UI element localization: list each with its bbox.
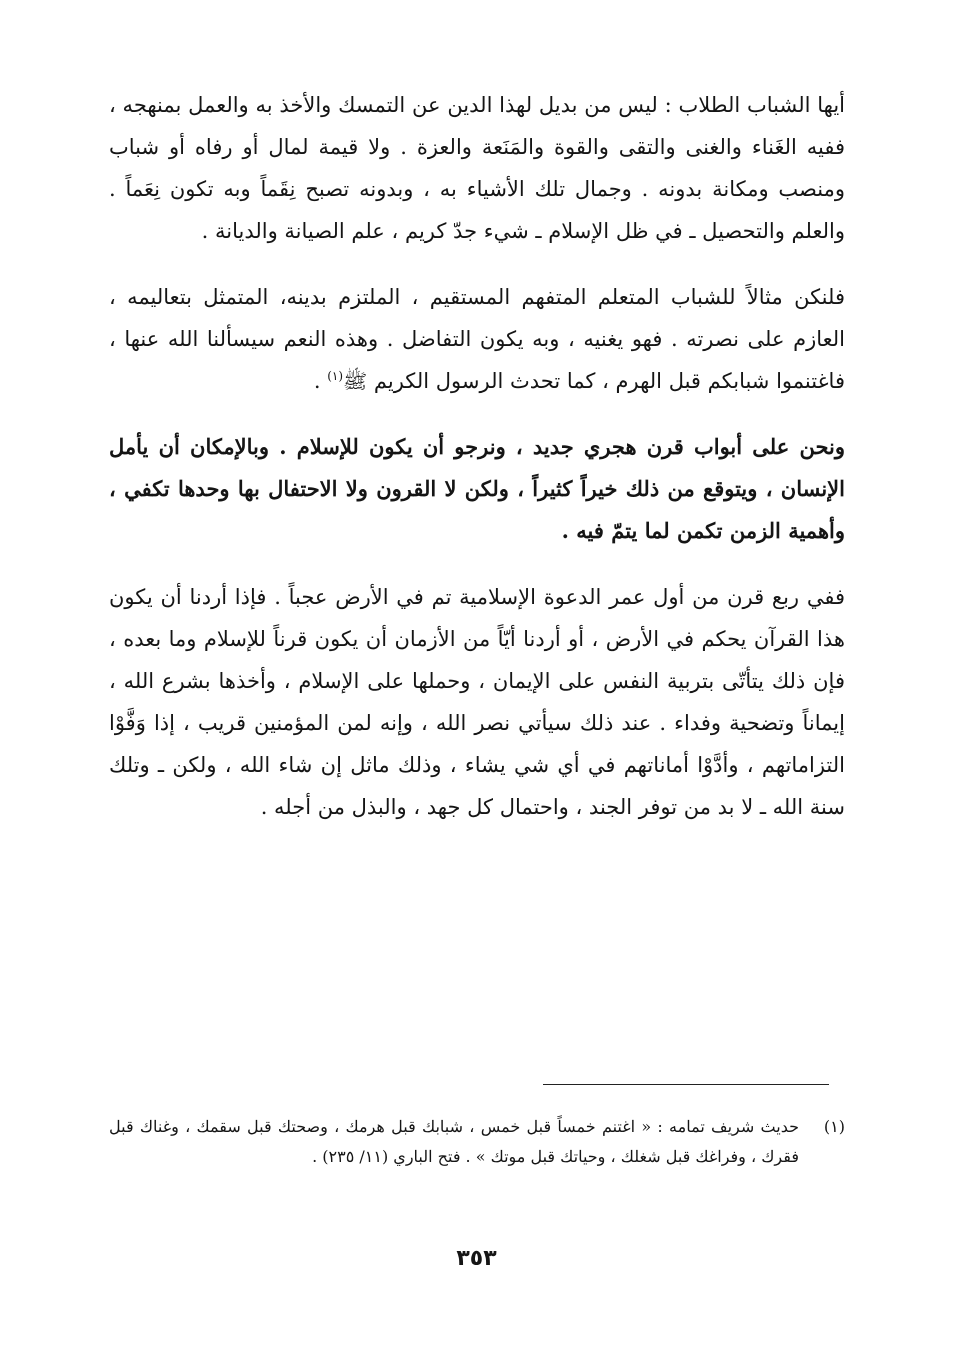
paragraph-2-text: فلنكن مثالاً للشباب المتعلم المتفهم المستقيم ، الملتزم بدينه، المتمثل بتعاليمه ، العازم على نصرته . فهو يغنيه ، وبه يكون التفاضل . وهذه النعم سيسألنا الله عنها ، فاغتنموا شبابكم قبل الهرم ، كما تحدث الرسول الكريم [109, 285, 845, 393]
paragraph-4: ففي ربع قرن من أول عمر الدعوة الإسلامية تم في الأرض عجباً . فإذا أردنا أن يكون هذا القرآن يحكم في الأرض ، أو أردنا أيّاً من الأزمان أن يكون قرناً للإسلام وما بعده ، فإن ذلك يتأتّى بتربية النفس على الإيمان ، وحملها على الإسلام ، وأخذها بشرع الله ، إيماناً وتضحية وفداء . عند ذلك سيأتي نصر الله ، وإنه لمن المؤمنين قريب ، إذا وَفَّوْا التزاماتهم ، وأدَّوْا أماناتهم في أي شي يشاء ، وذلك ماثل إن شاء الله ، ولكن ـ وتلك سنة الله ـ لا بد من توفر الجند ، واحتمال كل جهد ، والبذل من أجله . [109, 585, 845, 819]
footnote-divider [543, 1084, 829, 1085]
footnote [109, 1112, 845, 1172]
paragraph-2-end: . [313, 369, 321, 393]
footnote-reference: (١) [327, 369, 344, 383]
footnote-text: حديث شريف تمامه : « اغتنم خمساً قبل خمس ، شبابك قبل هرمك ، وصحتك قبل سقمك ، وغناك قبل فقرك ، وفراغك قبل شغلك ، وحياتك قبل موتك » . فتح الباري (١١/ ٢٣٥) . [109, 1117, 799, 1166]
main-text [109, 84, 845, 828]
paragraph-2 [109, 276, 845, 402]
paragraph-3: ونحن على أبواب قرن هجري جديد ، ونرجو أن يكون للإسلام . وبالإمكان أن يأمل الإنسان ، ويتوقع من ذلك خيراً كثيراً ، ولكن لا القرون ولا الاحتفال بها وحدها تكفي ، وأهمية الزمن تكمن لما يتمّ فيه . [109, 434, 845, 543]
footnote-number: (١) [823, 1117, 845, 1136]
honorific-symbol: ﷺ [343, 369, 368, 393]
page-number: ٣٥٣ [456, 1246, 497, 1271]
paragraph-1: أيها الشباب الطلاب : ليس من بديل لهذا الدين عن التمسك والأخذ به والعمل بمنهجه ، ففيه الغَناء والغنى والتقى والقوة والمَنَعة والعزة . ولا قيمة لمال أو رفاه أو شباب ومنصب ومكانة بدونه . وجمال تلك الأشياء به ، وبدونه تصبح نِقَماً وبه تكون نِعَماً . والعلم والتحصيل ـ في ظل الإسلام ـ شيء جدّ كريم ، علم الصيانة والديانة . [109, 93, 845, 243]
